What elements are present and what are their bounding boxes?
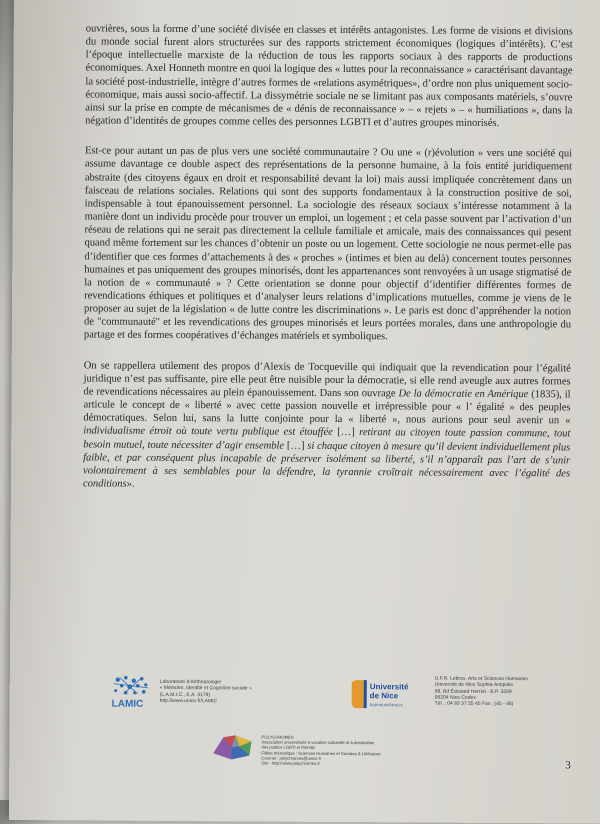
paragraph-2: [84, 145, 572, 345]
italic-segment: individualisme étroit où toute vertu publique est étouffée: [83, 425, 333, 439]
university-line: 98, Bd Édouard Herriot - B.P. 3209: [434, 688, 512, 695]
lamic-line: Laboratoire d’Anthropologie: [159, 678, 222, 686]
polychromes-line: Association universitaire à vocation culturelle et à destination: [261, 739, 375, 746]
lamic-address: [160, 679, 280, 705]
university-logo: [350, 678, 422, 712]
text-segment: On se rappellera utilement des propos d’Alexis de Tocqueville qui indiquait que la revendication pour l’égalité juridique n’est pas suffisante, pire elle peut être nuisible pour la démocratie, si elle rend aveugle aux autres formes de revendications nécessaires au plein épanouissement. Dans son ouvrage: [83, 360, 571, 400]
polychromes-line: POLYCHROMES: [261, 734, 294, 740]
text-segment: […]: [284, 440, 308, 452]
university-line: U.F.R. Lettres, Arts et Sciences Humaines: [434, 675, 528, 683]
lamic-logo-text: LAMIC: [111, 698, 144, 710]
lamic-line: « Mémoire, Identité et Cognition sociale »: [159, 685, 252, 692]
document-page: [9, 0, 600, 824]
university-line: 06204 Nice Cedex: [434, 694, 476, 701]
polychromes-logo: [209, 731, 257, 761]
italic-segment: retirant au citoyen toute passion commune, tout besoin mutuel, toute nécessiter d’agir ensemble: [83, 427, 571, 452]
polychromes-line: Site : http://www.polychromes.fr: [261, 760, 320, 766]
text-segment: ».: [126, 478, 135, 490]
text-segment: (1835), il articule le concept de « liberté » avec cette passion nouvelle et irrépressible pour « l’ égalité » des peuples démocratiques. Selon lui, sans la lutte conjointe pour la « liberté », nous aurions pour seul avenir un «: [83, 389, 571, 427]
polychromes-line: des publics LGBTI et friendly: [261, 744, 315, 751]
lamic-logo: [108, 674, 158, 710]
polychromes-line: Filière thématique : Sciences Humaines et Sociales & Littérature: [261, 750, 381, 756]
italic-segment: si chaque citoyen à mesure qu’il devient individuellement plus faible, et par conséquent plus incapable de préserver isolément sa liberté, s’il n’apparaît pas l’art de s’unir volontairement à ses semblables pour la défendre, la tyrannie croîtrait nécessairement avec l’égalité des conditions: [82, 440, 571, 490]
university-logo-sub: de Nice: [369, 691, 399, 701]
italic-segment: De la démocratie en Amérique: [398, 388, 529, 401]
page-number: 3: [565, 759, 571, 772]
text-segment: […]: [332, 427, 360, 439]
text-segment: Est-ce pour autant un pas de plus vers une société communautaire ? Ou une « (r)évolution » vers une société qui assume davantage ce double aspect des représentations de la personne humaine, à la fois entité juridiquement abstraite (des citoyens égaux en droit et responsabilité devant la loi) mais aussi impliquée concrètement dans un faisceau de relations sociales. Relations qui sont des supports fondamentaux à la construction positive de soi, indispensable à tout épanouissement personnel. La sociologie des réseaux sociaux s’intéresse notamment à la manière dont un individu procède pour trouver un emploi, un logement ; et cela passe souvent par l’activation d’un réseau de relations qui ne serait pas directement la cellule familiale et amicale, mais des connaissances qui pesent quand même fortement sur les chances d’obtenir un poste ou un logement. Cette sociologie ne nous permet-elle pas d’identifier que ces formes d’attachements à des « proches » (intimes et bien au delà) concernent toutes personnes humaines et pas uniquement des groupes minorisés, dont les appartenances sont renvoyées à un usage stigmatisé de la notion de « communauté » ? Cette orientation se donne pour objectif d’identifier différentes formes de revendications éthiques et politiques et d’analyser leurs relations d’implications mutuelles, comme je viens de le proposer au sujet de la législation « de lutte contre les discriminations ». Le paris est donc d’appréhender la notion de "communauté" et les revendications des groupes minorisés et leurs portées morales, dans une anthropologie du partage et des formes coopératives d’échanges matériels et symboliques.: [83, 145, 573, 343]
polychromes-address: [261, 735, 431, 767]
university-address: [435, 676, 555, 708]
lamic-line: (L.A.M.I.C., E.A. 3179): [159, 691, 211, 698]
paragraph-1: [85, 22, 573, 130]
paragraph-3: [83, 359, 571, 494]
lamic-line: http://www.unice.fr/LAMIC: [159, 697, 218, 705]
text-segment: ouvrières, sous la forme d’une société divisée en classes et intérêts antagonistes. Les forme de visions et divisions du monde social furent alors structurées sur des rapports strictement économiques (logiques d’intérêts). C’est l’époque intellectuelle marxiste de la réduction de tous les rapports sociaux à des rapports de productions économiques. Axel Honneth montre en quoi la logique des « luttes pour la reconnaissance » caractérisant davantage la société post-industrielle, intègre d’autres formes de «relations asymétriques», d’ordre non plus uniquement socio-économique, mais aussi socio-affectif. La dissymétrie sociale ne se limitant pas aux composants matériels, s’ouvre ainsi sur la prise en compte de mécanismes de « dénis de reconnaissance » – « rejets » – « humiliations », dans la négation d’identités de groupes comme celles des personnes LGBTI et d’autres groupes minorisés.: [85, 23, 573, 130]
university-logo-tag: SOPHIA ANTIPOLIS: [369, 703, 403, 708]
university-line: Tél. : 04 93 37 55 45 Fax : (45 - 46): [434, 700, 514, 708]
university-logo-title: Université: [369, 682, 409, 692]
university-line: Université de Nice Sophia-Antipolis: [434, 681, 513, 689]
document-body: [83, 22, 573, 510]
polychromes-line: Courriel : polychromes@unice.fr: [261, 755, 322, 761]
